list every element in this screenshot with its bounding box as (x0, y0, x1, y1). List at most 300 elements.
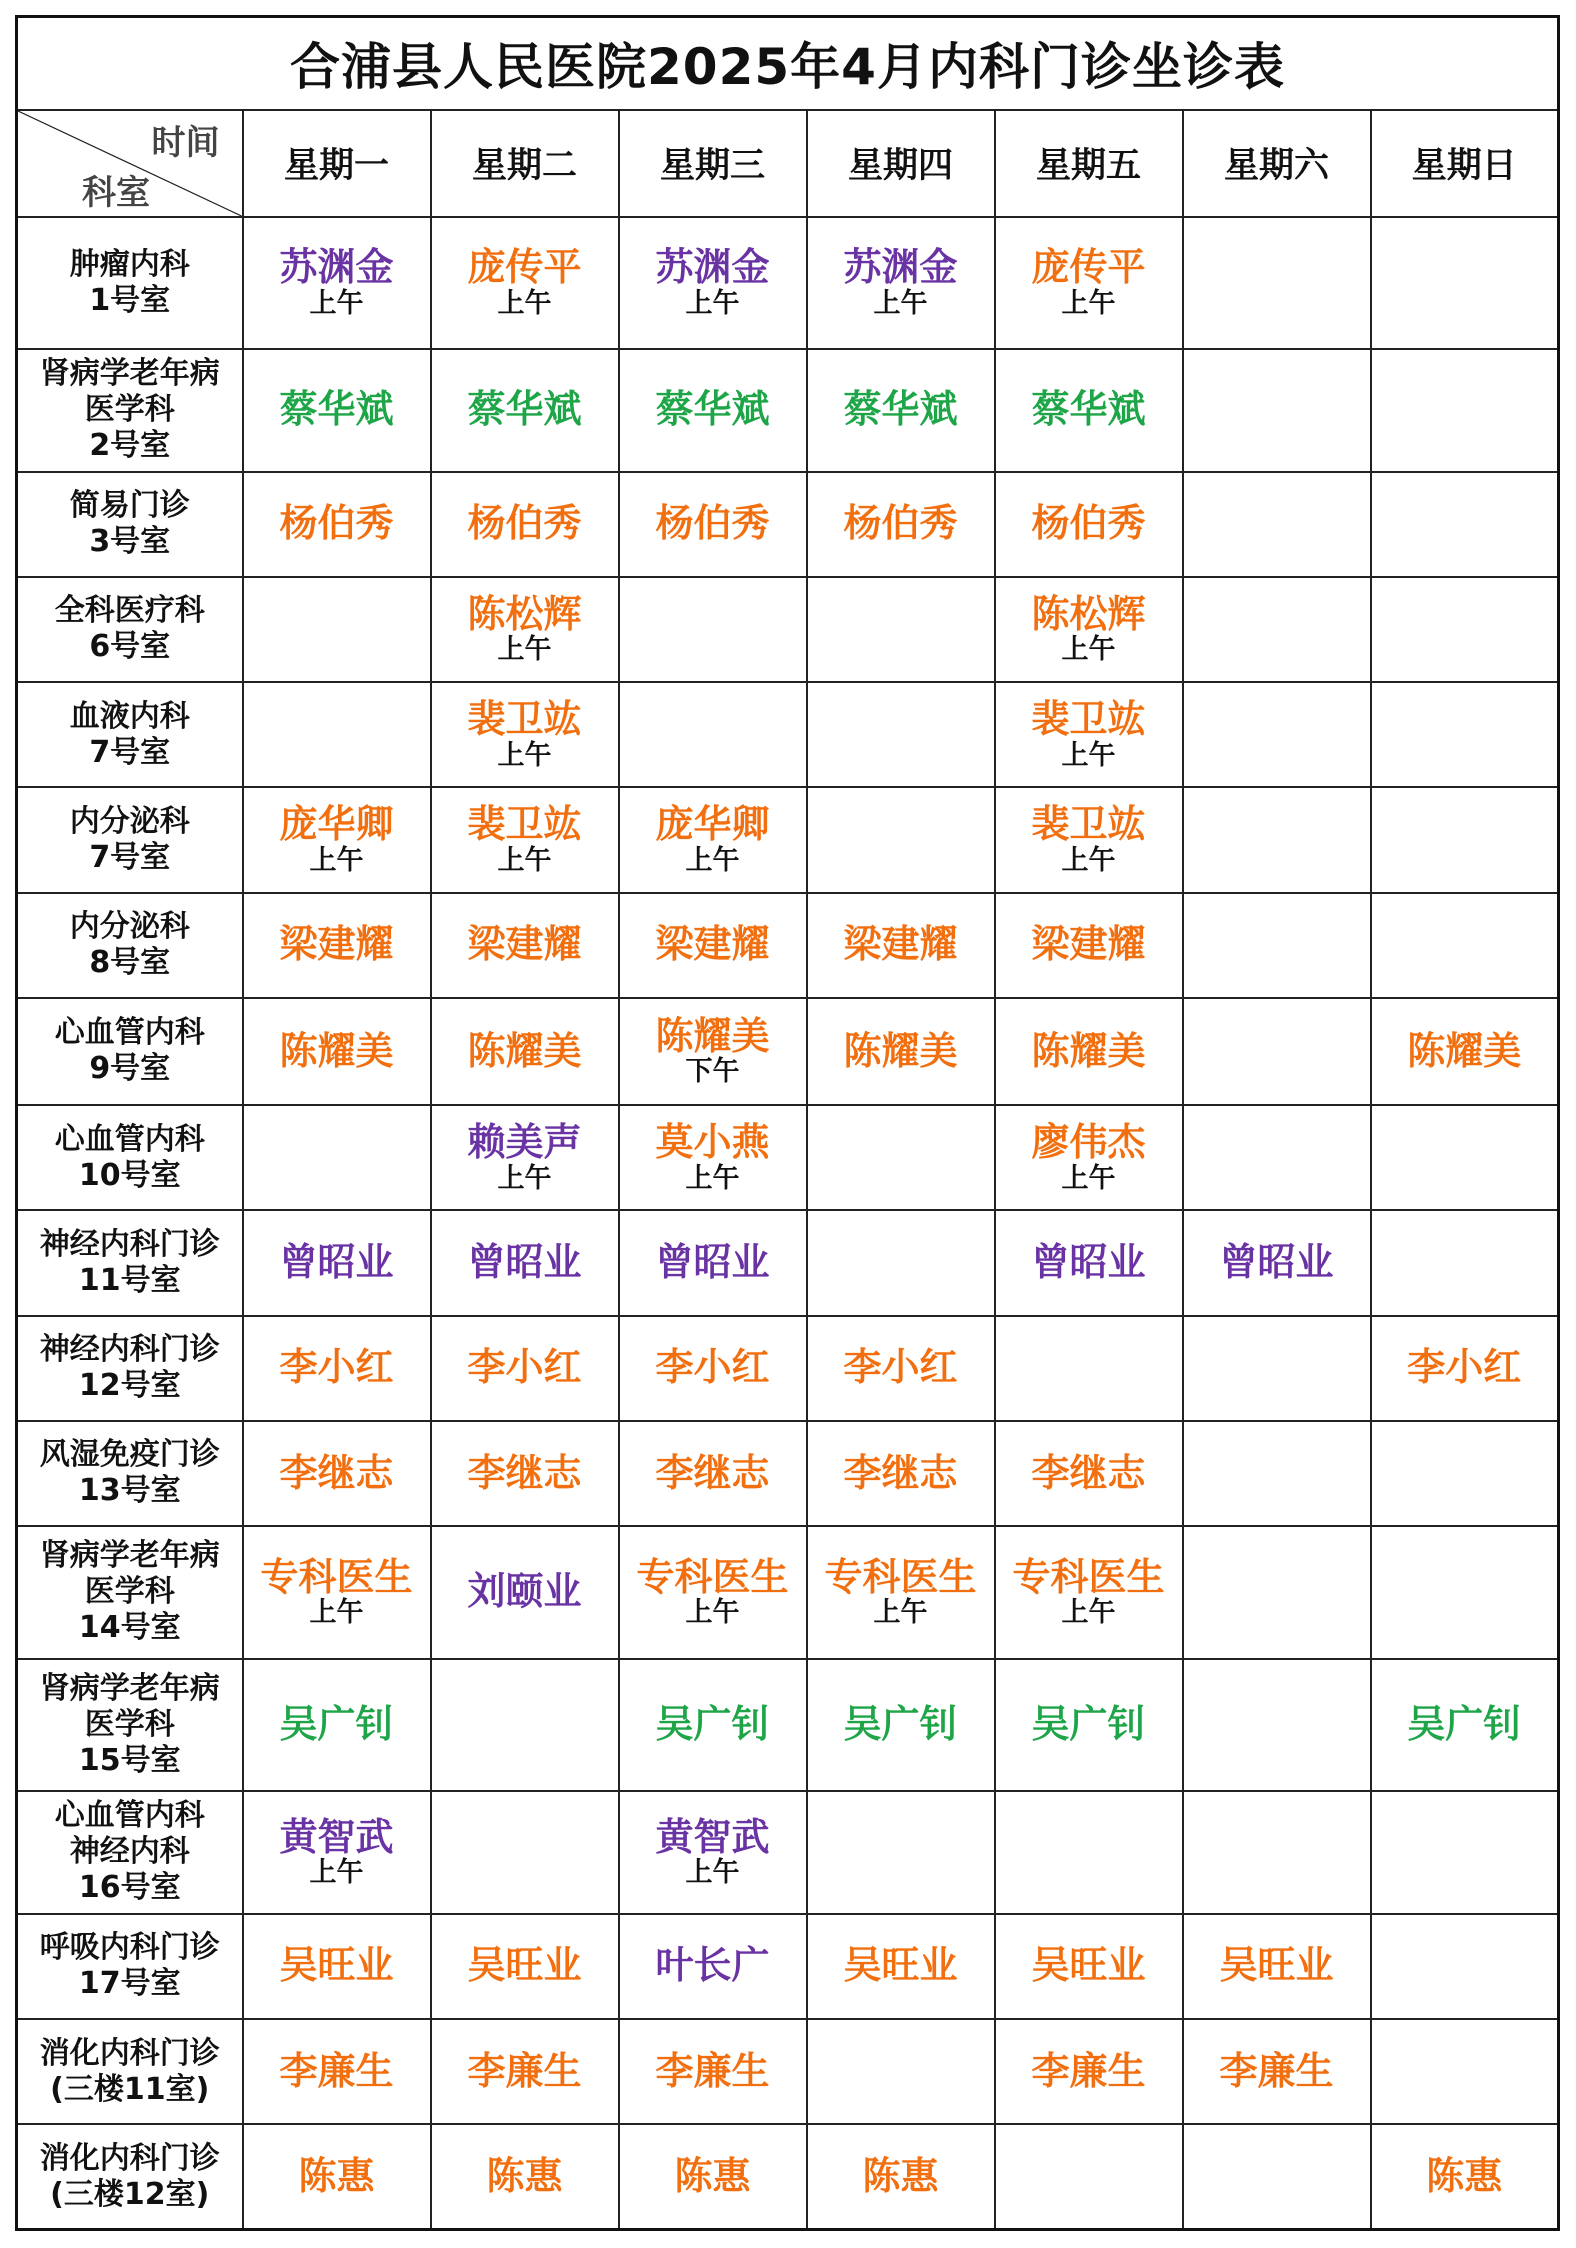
schedule-cell (995, 2124, 1183, 2229)
schedule-cell (995, 2019, 1183, 2124)
session-label: 上午 (497, 287, 552, 319)
department-cell (17, 1914, 243, 2019)
schedule-row (17, 1659, 1559, 1792)
department-label: 9号室 (89, 1051, 171, 1087)
schedule-cell (807, 1210, 995, 1315)
doctor-name: 专科医生 (1012, 1554, 1165, 1599)
schedule-cell (431, 998, 619, 1105)
schedule-cell (995, 577, 1183, 682)
schedule-cell (1183, 2124, 1371, 2229)
department-label: 心血管内科 (54, 1121, 205, 1157)
department-cell (17, 472, 243, 577)
session-label: 上午 (309, 1857, 364, 1889)
doctor-name: 裴卫竑 (467, 696, 582, 741)
department-label: 1号室 (89, 282, 171, 318)
doctor-name: 陈耀美 (1407, 1028, 1522, 1073)
schedule-cell (1371, 1914, 1559, 2019)
schedule-cell (619, 1316, 807, 1421)
department-label: 内分泌科 (69, 909, 190, 945)
schedule-cell (431, 1914, 619, 2019)
schedule-cell (431, 2019, 619, 2124)
schedule-cell (243, 1421, 431, 1526)
session-label: 上午 (685, 1162, 740, 1194)
session-label: 上午 (497, 634, 552, 666)
doctor-name: 蔡华斌 (843, 387, 958, 432)
schedule-cell (807, 472, 995, 577)
schedule-cell (619, 1791, 807, 1913)
department-cell (17, 1210, 243, 1315)
schedule-cell (1371, 1791, 1559, 1913)
schedule-row (17, 217, 1559, 350)
doctor-name: 陈耀美 (1031, 1028, 1146, 1073)
department-label: 16号室 (78, 1870, 181, 1906)
schedule-cell (619, 2019, 807, 2124)
doctor-name: 刘颐业 (467, 1569, 582, 1614)
schedule-row (17, 1791, 1559, 1913)
schedule-row (17, 1421, 1559, 1526)
department-cell (17, 893, 243, 998)
schedule-cell (619, 217, 807, 350)
schedule-cell (243, 217, 431, 350)
doctor-name: 吴广钊 (843, 1702, 958, 1747)
doctor-name: 李继志 (467, 1450, 582, 1495)
doctor-name: 黄智武 (655, 1814, 770, 1859)
session-label: 上午 (1061, 1597, 1116, 1629)
schedule-cell (619, 1914, 807, 2019)
schedule-cell (243, 1316, 431, 1421)
department-label: 消化内科门诊 (39, 2140, 220, 2176)
schedule-cell (995, 998, 1183, 1105)
doctor-name: 李廉生 (467, 2048, 582, 2093)
department-label: 7号室 (89, 839, 171, 875)
schedule-cell (431, 2124, 619, 2229)
doctor-name: 蔡华斌 (655, 387, 770, 432)
schedule-cell (243, 577, 431, 682)
department-label: 呼吸内科门诊 (39, 1930, 220, 1966)
doctor-name: 李廉生 (1219, 2048, 1334, 2093)
doctor-name: 梁建耀 (279, 922, 394, 967)
doctor-name: 蔡华斌 (1031, 387, 1146, 432)
schedule-cell (243, 998, 431, 1105)
department-label: 内分泌科 (69, 803, 190, 839)
schedule-cell (807, 998, 995, 1105)
schedule-cell (619, 349, 807, 471)
department-label: 6号室 (89, 629, 171, 665)
session-label: 上午 (497, 1162, 552, 1194)
schedule-cell (431, 217, 619, 350)
doctor-name: 庞华卿 (655, 802, 770, 847)
department-label: 17号室 (78, 1966, 181, 2002)
department-label: 12号室 (78, 1368, 181, 1404)
schedule-cell (1183, 1210, 1371, 1315)
session-label: 上午 (309, 287, 364, 319)
doctor-name: 李廉生 (1031, 2048, 1146, 2093)
schedule-cell (1371, 682, 1559, 787)
doctor-name: 曾昭业 (655, 1240, 770, 1285)
day-header-monday: 星期一 (243, 110, 431, 217)
schedule-cell (995, 472, 1183, 577)
day-header-tuesday: 星期二 (431, 110, 619, 217)
schedule-cell (995, 1105, 1183, 1210)
doctor-name: 陈惠 (862, 2153, 939, 2198)
schedule-cell (995, 217, 1183, 350)
schedule-cell (807, 1526, 995, 1659)
doctor-name: 梁建耀 (1031, 922, 1146, 967)
department-cell (17, 349, 243, 471)
schedule-cell (995, 1914, 1183, 2019)
doctor-name: 庞传平 (1031, 245, 1146, 290)
schedule-cell (1371, 1659, 1559, 1792)
department-cell (17, 2019, 243, 2124)
department-header-label: 科室 (82, 172, 150, 213)
schedule-cell (619, 2124, 807, 2229)
doctor-name: 吴广钊 (655, 1702, 770, 1747)
doctor-name: 陈惠 (298, 2153, 375, 2198)
department-label: (三楼11室) (50, 2071, 210, 2107)
schedule-cell (1183, 1105, 1371, 1210)
department-label: 医学科 (84, 1706, 175, 1742)
department-label: 消化内科门诊 (39, 2035, 220, 2071)
doctor-name: 裴卫竑 (1031, 696, 1146, 741)
department-cell (17, 998, 243, 1105)
department-cell (17, 217, 243, 350)
schedule-cell (995, 349, 1183, 471)
doctor-name: 廖伟杰 (1031, 1119, 1146, 1164)
department-label: 11号室 (78, 1262, 181, 1298)
schedule-cell (243, 1791, 431, 1913)
department-label: 肾病学老年病 (39, 1670, 220, 1706)
schedule-cell (619, 1105, 807, 1210)
session-label: 上午 (1061, 1162, 1116, 1194)
doctor-name: 李廉生 (655, 2048, 770, 2093)
schedule-cell (807, 682, 995, 787)
session-label: 上午 (497, 739, 552, 771)
schedule-cell (807, 1914, 995, 2019)
schedule-cell (619, 1526, 807, 1659)
department-label: 3号室 (89, 524, 171, 560)
schedule-cell (995, 1526, 1183, 1659)
schedule-row (17, 787, 1559, 892)
department-cell (17, 787, 243, 892)
doctor-name: 吴广钊 (1407, 1702, 1522, 1747)
department-label: 风湿免疫门诊 (39, 1437, 220, 1473)
doctor-name: 蔡华斌 (467, 387, 582, 432)
doctor-name: 李继志 (279, 1450, 394, 1495)
schedule-cell (1371, 2019, 1559, 2124)
schedule-cell (1371, 2124, 1559, 2229)
doctor-name: 莫小燕 (655, 1119, 770, 1164)
schedule-cell (431, 682, 619, 787)
schedule-cell (807, 349, 995, 471)
doctor-name: 陈惠 (674, 2153, 751, 2198)
doctor-name: 陈耀美 (843, 1028, 958, 1073)
department-cell (17, 1421, 243, 1526)
day-header-friday: 星期五 (995, 110, 1183, 217)
doctor-name: 梁建耀 (467, 922, 582, 967)
schedule-cell (431, 349, 619, 471)
department-cell (17, 1526, 243, 1659)
schedule-body (17, 217, 1559, 2230)
schedule-row (17, 577, 1559, 682)
doctor-name: 吴旺业 (1219, 1943, 1334, 1988)
doctor-name: 杨伯秀 (1031, 501, 1146, 546)
department-label: 全科医疗科 (54, 593, 205, 629)
doctor-name: 叶长广 (655, 1943, 770, 1988)
doctor-name: 李继志 (1031, 1450, 1146, 1495)
doctor-name: 陈耀美 (655, 1013, 770, 1058)
department-cell (17, 1105, 243, 1210)
header-row (17, 110, 1559, 217)
schedule-cell (619, 682, 807, 787)
schedule-cell (1371, 1105, 1559, 1210)
doctor-name: 陈耀美 (467, 1028, 582, 1073)
schedule-cell (431, 787, 619, 892)
schedule-cell (1183, 217, 1371, 350)
schedule-cell (807, 787, 995, 892)
schedule-cell (431, 1210, 619, 1315)
schedule-cell (995, 1659, 1183, 1792)
schedule-cell (1371, 787, 1559, 892)
session-label: 上午 (685, 1597, 740, 1629)
doctor-name: 黄智武 (279, 1814, 394, 1859)
department-label: 神经内科门诊 (39, 1226, 220, 1262)
doctor-name: 庞传平 (467, 245, 582, 290)
doctor-name: 曾昭业 (279, 1240, 394, 1285)
doctor-name: 曾昭业 (1219, 1240, 1334, 1285)
doctor-name: 裴卫竑 (1031, 802, 1146, 847)
schedule-cell (243, 1526, 431, 1659)
schedule-cell (807, 577, 995, 682)
schedule-cell (243, 787, 431, 892)
schedule-row (17, 472, 1559, 577)
schedule-cell (431, 1526, 619, 1659)
doctor-name: 梁建耀 (843, 922, 958, 967)
corner-cell (17, 110, 243, 217)
doctor-name: 蔡华斌 (279, 387, 394, 432)
schedule-cell (1183, 998, 1371, 1105)
department-label: 14号室 (78, 1610, 181, 1646)
doctor-name: 专科医生 (260, 1554, 413, 1599)
session-label: 上午 (1061, 287, 1116, 319)
schedule-cell (1371, 893, 1559, 998)
schedule-cell (995, 1791, 1183, 1913)
department-cell (17, 1316, 243, 1421)
doctor-name: 李继志 (843, 1450, 958, 1495)
department-label: 医学科 (84, 1574, 175, 1610)
schedule-cell (807, 893, 995, 998)
department-label: 简易门诊 (69, 488, 190, 524)
schedule-cell (243, 1105, 431, 1210)
schedule-cell (619, 1421, 807, 1526)
schedule-cell (243, 1210, 431, 1315)
schedule-cell (1183, 2019, 1371, 2124)
schedule-cell (807, 1316, 995, 1421)
doctor-name: 苏渊金 (279, 245, 394, 290)
department-label: 8号室 (89, 945, 171, 981)
schedule-cell (431, 577, 619, 682)
schedule-cell (243, 1914, 431, 2019)
doctor-name: 苏渊金 (843, 245, 958, 290)
schedule-cell (995, 893, 1183, 998)
doctor-name: 杨伯秀 (843, 501, 958, 546)
schedule-cell (431, 1316, 619, 1421)
doctor-name: 李小红 (843, 1345, 958, 1390)
doctor-name: 李小红 (467, 1345, 582, 1390)
department-label: 神经内科门诊 (39, 1332, 220, 1368)
department-cell (17, 577, 243, 682)
session-label: 上午 (685, 1857, 740, 1889)
schedule-row (17, 349, 1559, 471)
department-cell (17, 1791, 243, 1913)
doctor-name: 吴旺业 (279, 1943, 394, 1988)
day-header-thursday: 星期四 (807, 110, 995, 217)
doctor-name: 曾昭业 (1031, 1240, 1146, 1285)
schedule-cell (1183, 1421, 1371, 1526)
schedule-cell (995, 1421, 1183, 1526)
doctor-name: 吴广钊 (279, 1702, 394, 1747)
schedule-row (17, 2019, 1559, 2124)
session-label: 上午 (873, 287, 928, 319)
schedule-cell (807, 1659, 995, 1792)
schedule-cell (431, 893, 619, 998)
schedule-cell (1183, 1659, 1371, 1792)
schedule-cell (1371, 217, 1559, 350)
schedule-cell (995, 1210, 1183, 1315)
schedule-cell (243, 2124, 431, 2229)
doctor-name: 吴旺业 (467, 1943, 582, 1988)
department-cell (17, 682, 243, 787)
schedule-row (17, 998, 1559, 1105)
doctor-name: 陈惠 (486, 2153, 563, 2198)
doctor-name: 杨伯秀 (655, 501, 770, 546)
department-label: 肾病学老年病 (39, 356, 220, 392)
schedule-cell (431, 1659, 619, 1792)
schedule-cell (1371, 472, 1559, 577)
doctor-name: 李小红 (1407, 1345, 1522, 1390)
doctor-name: 裴卫竑 (467, 802, 582, 847)
schedule-cell (1183, 893, 1371, 998)
doctor-name: 李小红 (279, 1345, 394, 1390)
department-label: 血液内科 (69, 698, 190, 734)
schedule-cell (1371, 1421, 1559, 1526)
schedule-cell (243, 472, 431, 577)
department-label: 心血管内科 (54, 1015, 205, 1051)
page-title: 合浦县人民医院2025年4月内科门诊坐诊表 (17, 17, 1559, 110)
department-label: 10号室 (78, 1157, 181, 1193)
doctor-name: 苏渊金 (655, 245, 770, 290)
doctor-name: 吴广钊 (1031, 1702, 1146, 1747)
schedule-cell (243, 1659, 431, 1792)
schedule-cell (1371, 577, 1559, 682)
schedule-cell (1183, 577, 1371, 682)
schedule-row (17, 1526, 1559, 1659)
department-label: 7号室 (89, 734, 171, 770)
session-label: 上午 (873, 1597, 928, 1629)
schedule-cell (243, 2019, 431, 2124)
doctor-name: 陈松辉 (467, 591, 582, 636)
schedule-cell (807, 2124, 995, 2229)
day-header-saturday: 星期六 (1183, 110, 1371, 217)
schedule-cell (243, 682, 431, 787)
department-label: 肿瘤内科 (69, 246, 190, 282)
schedule-cell (431, 1791, 619, 1913)
department-cell (17, 1659, 243, 1792)
schedule-cell (1183, 1791, 1371, 1913)
time-header-label: 时间 (151, 122, 220, 163)
doctor-name: 梁建耀 (655, 922, 770, 967)
session-label: 上午 (1061, 634, 1116, 666)
schedule-cell (431, 1421, 619, 1526)
doctor-name: 杨伯秀 (467, 501, 582, 546)
schedule-row (17, 1105, 1559, 1210)
session-label: 上午 (309, 1597, 364, 1629)
session-label: 上午 (1061, 739, 1116, 771)
schedule-cell (619, 787, 807, 892)
session-label: 上午 (685, 287, 740, 319)
schedule-cell (619, 998, 807, 1105)
session-label: 上午 (685, 844, 740, 876)
schedule-cell (1371, 998, 1559, 1105)
schedule-cell (1183, 1526, 1371, 1659)
schedule-cell (1183, 682, 1371, 787)
session-label: 下午 (685, 1056, 740, 1088)
schedule-cell (619, 1659, 807, 1792)
doctor-name: 杨伯秀 (279, 501, 394, 546)
doctor-name: 吴旺业 (1031, 1943, 1146, 1988)
schedule-cell (1371, 1210, 1559, 1315)
schedule-row (17, 682, 1559, 787)
schedule-row (17, 1914, 1559, 2019)
schedule-cell (807, 1105, 995, 1210)
schedule-cell (619, 472, 807, 577)
department-label: 15号室 (78, 1742, 181, 1778)
schedule-cell (431, 1105, 619, 1210)
schedule-cell (995, 682, 1183, 787)
department-label: 医学科 (84, 392, 175, 428)
session-label: 上午 (309, 844, 364, 876)
schedule-cell (619, 577, 807, 682)
schedule-cell (1371, 1526, 1559, 1659)
schedule-cell (619, 1210, 807, 1315)
schedule-table (15, 15, 1560, 2231)
session-label: 上午 (497, 844, 552, 876)
schedule-cell (807, 2019, 995, 2124)
doctor-name: 专科医生 (636, 1554, 789, 1599)
doctor-name: 李继志 (655, 1450, 770, 1495)
schedule-cell (807, 1791, 995, 1913)
doctor-name: 曾昭业 (467, 1240, 582, 1285)
schedule-cell (1371, 349, 1559, 471)
day-header-wednesday: 星期三 (619, 110, 807, 217)
schedule-cell (431, 472, 619, 577)
session-label: 上午 (1061, 844, 1116, 876)
schedule-cell (1183, 349, 1371, 471)
doctor-name: 陈耀美 (279, 1028, 394, 1073)
schedule-cell (807, 217, 995, 350)
doctor-name: 吴旺业 (843, 1943, 958, 1988)
day-header-sunday: 星期日 (1371, 110, 1559, 217)
doctor-name: 庞华卿 (279, 802, 394, 847)
schedule-cell (619, 893, 807, 998)
schedule-cell (995, 787, 1183, 892)
department-label: 心血管内科 (54, 1798, 205, 1834)
department-label: 肾病学老年病 (39, 1538, 220, 1574)
department-label: 2号室 (89, 428, 171, 464)
department-label: (三楼12室) (50, 2176, 210, 2212)
doctor-name: 陈松辉 (1031, 591, 1146, 636)
schedule-cell (1183, 1316, 1371, 1421)
doctor-name: 赖美声 (467, 1119, 582, 1164)
